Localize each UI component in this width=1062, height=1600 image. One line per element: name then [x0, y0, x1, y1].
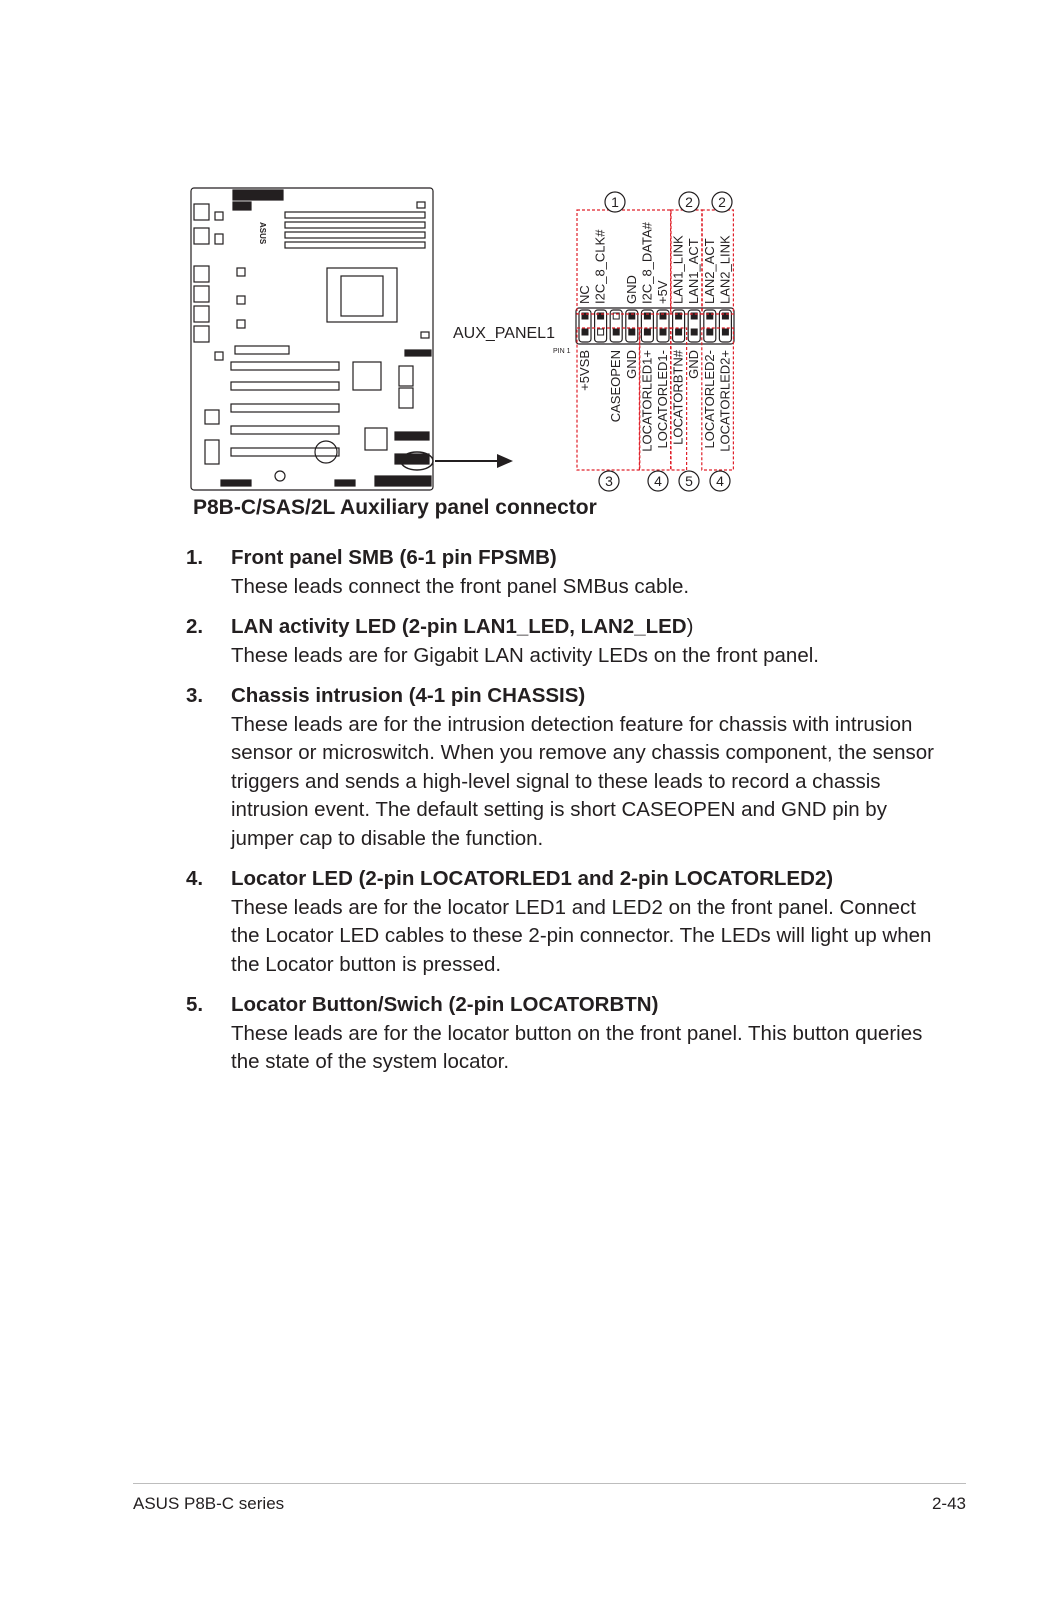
pin — [629, 329, 635, 335]
figure-caption: P8B-C/SAS/2L Auxiliary panel connector — [193, 496, 597, 519]
top-pin-label: LAN1_ACT — [686, 238, 702, 304]
item-number: 1. — [186, 546, 204, 569]
top-pin-label: I2C_8_DATA# — [639, 222, 655, 304]
item-description: These leads connect the front panel SMBus cable. — [231, 574, 690, 598]
item-number: 4. — [186, 867, 204, 890]
item-number: 3. — [186, 684, 204, 707]
item-title: Front panel SMB (6-1 pin FPSMB) — [231, 546, 557, 569]
item-description: These leads are for the intrusion detection feature for chassis with intrusion sensor or microswitch. When you remove any chassis component, the sensor triggers and sends a high-level signal to these leads to record a chassis intrusion event. The default setting is short CASEOPEN and GND pin by jumper cap to disable the function. — [231, 712, 934, 850]
top-pin-label: LAN1_LINK — [670, 235, 686, 304]
pin — [582, 329, 588, 335]
callout-number: 2 — [718, 194, 726, 210]
bottom-pin-label: LOCATORLED2- — [701, 350, 717, 449]
pin — [691, 329, 697, 335]
item-title-row — [231, 613, 946, 642]
page-number: 2-43 — [931, 1494, 966, 1513]
footer-title: ASUS P8B-C series — [133, 1494, 285, 1513]
top-pin-label: I2C_8_CLK# — [592, 229, 608, 304]
bottom-pin-label: LOCATORLED2+ — [717, 350, 733, 452]
item-title: Chassis intrusion (4-1 pin CHASSIS) — [231, 684, 586, 707]
top-pin-label: +5V — [655, 280, 670, 304]
list-item — [186, 991, 946, 1077]
list-item — [186, 613, 946, 670]
item-description: These leads are for the locator LED1 and LED2 on the front panel. Connect the Locator LED cables to these 2-pin connector. The LEDs will light up when the Locator button is pressed. — [231, 895, 932, 976]
callout-number: 1 — [611, 194, 619, 210]
aux-panel-diagram — [185, 182, 755, 496]
top-pin-label: LAN2_ACT — [701, 238, 717, 304]
bottom-pin-label: LOCATORBTN# — [670, 349, 686, 445]
item-number: 2. — [186, 615, 204, 638]
list-item — [186, 865, 946, 979]
motherboard-drawing — [191, 188, 433, 490]
bottom-pin-label: GND — [686, 350, 702, 379]
pin — [722, 329, 728, 335]
top-pin-label: LAN2_LINK — [717, 235, 733, 304]
connector-label: AUX_PANEL1 — [453, 325, 555, 342]
bottom-pin-label: GND — [623, 350, 639, 379]
pin1-label: PIN 1 — [553, 348, 571, 355]
callout-number: 2 — [685, 194, 693, 210]
pin-header — [576, 308, 734, 344]
callout-number: 3 — [605, 473, 613, 489]
bottom-pin-labels — [577, 349, 732, 452]
list-item — [186, 544, 946, 601]
top-pin-label: NC — [577, 285, 592, 304]
list-item — [186, 682, 946, 853]
bottom-pin-label: LOCATORLED1+ — [639, 350, 655, 452]
arrow — [435, 454, 513, 468]
item-description: These leads are for Gigabit LAN activity LEDs on the front panel. — [231, 643, 819, 667]
board-logo: ASUS — [258, 222, 267, 245]
bottom-pin-label: +5VSB — [577, 350, 592, 391]
pin — [660, 329, 666, 335]
item-number: 5. — [186, 993, 204, 1016]
callout-number: 4 — [716, 473, 724, 489]
pin — [613, 329, 619, 335]
item-title-tail: ) — [686, 615, 694, 638]
item-title: LAN activity LED (2-pin LAN1_LED, LAN2_LED — [231, 615, 687, 638]
item-title: Locator Button/Swich (2-pin LOCATORBTN) — [231, 993, 659, 1016]
item-list — [186, 544, 946, 1089]
pin — [598, 329, 604, 335]
item-title: Locator LED (2-pin LOCATORLED1 and 2-pin LOCATORLED2) — [231, 867, 834, 890]
pin — [707, 329, 713, 335]
top-pin-labels — [577, 221, 732, 304]
callout-number: 4 — [654, 473, 662, 489]
bottom-pin-label: CASEOPEN — [608, 350, 624, 423]
callout-number: 5 — [685, 473, 693, 489]
footer-rule — [133, 1483, 966, 1484]
pin — [676, 329, 682, 335]
item-description: These leads are for the locator button on the front panel. This button queries the state of the system locator. — [231, 1021, 923, 1073]
top-pin-label: GND — [623, 275, 639, 304]
bottom-pin-label: LOCATORLED1- — [655, 350, 670, 449]
pin — [644, 329, 650, 335]
